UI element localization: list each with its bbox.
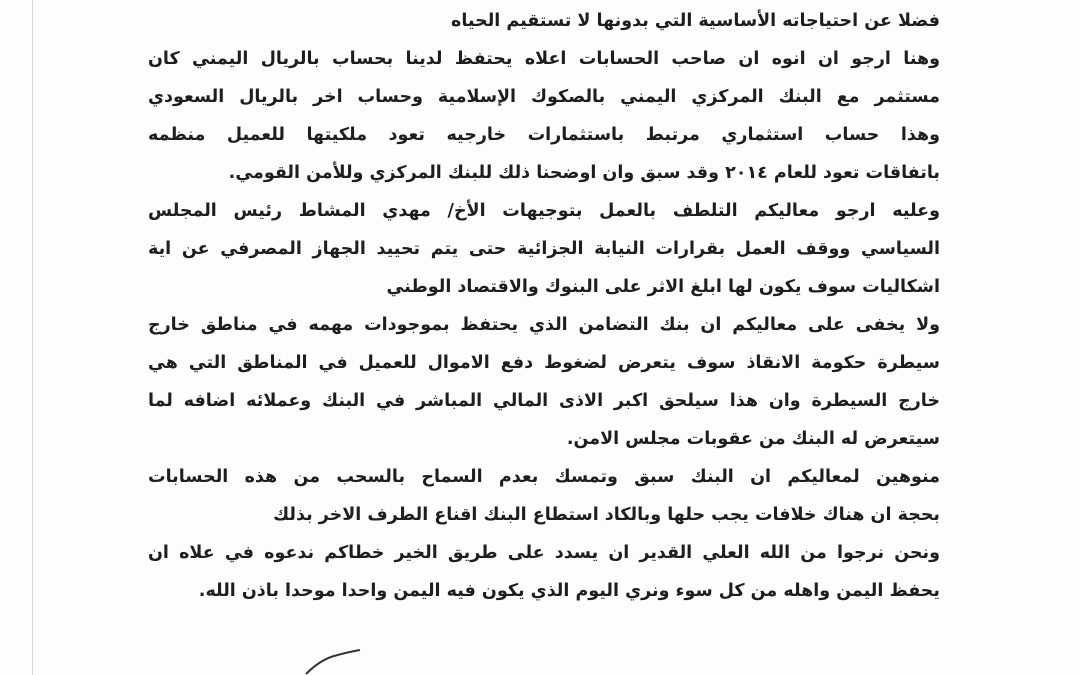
body-line: سيتعرض له البنك من عقوبات مجلس الامن. [566,429,940,449]
body-line: باتفاقات تعود للعام ٢٠١٤ وقد سبق وان اوضحنا ذلك للبنك المركزي وللأمن القومي. [228,163,940,183]
page-edge-line [32,0,33,675]
body-line: وهذا حساب استثماري مرتبط باستثمارات خارجيه تعود ملكيتها للعميل منظمه [148,125,940,145]
body-line: سيطرة حكومة الانقاذ سوف يتعرض لضغوط دفع الاموال للعميل في المناطق التي هي [148,353,940,373]
body-line: فضلا عن احتياجاته الأساسية التي بدونها لا تستقيم الحياه [451,11,940,31]
body-line: منوهين لمعاليكم ان البنك سبق وتمسك بعدم السماح بالسحب من هذه الحسابات [148,467,940,487]
signature-stroke [300,648,380,675]
body-line: السياسي ووقف العمل بقرارات النيابة الجزائية حتى يتم تحييد الجهاز المصرفي عن اية [148,239,940,259]
body-line: بحجة ان هناك خلافات يجب حلها وبالكاد استطاع البنك اقناع الطرف الاخر بذلك [273,505,940,525]
body-line: وهنا ارجو ان انوه ان صاحب الحسابات اعلاه يحتفظ لدينا بحساب بالريال اليمني كان [148,49,940,69]
letter-body [148,2,940,610]
body-line: خارج السيطرة وان هذا سيلحق اكبر الاذى المالي المباشر في البنك وعملائه اضافه لما [148,391,940,411]
body-line: يحفظ اليمن واهله من كل سوء ونري اليوم الذي يكون فيه اليمن واحدا موحدا باذن الله. [198,581,940,601]
body-line: ولا يخفى على معاليكم ان بنك التضامن الذي يحتفظ بموجودات مهمه في مناطق خارج [148,315,940,335]
body-line: اشكاليات سوف يكون لها ابلغ الاثر على البنوك والاقتصاد الوطني [386,277,940,297]
body-line: وعليه ارجو معاليكم التلطف بالعمل بتوجيهات الأخ/ مهدي المشاط رئيس المجلس [148,201,940,221]
body-line: مستثمر مع البنك المركزي اليمني بالصكوك الإسلامية وحساب اخر بالريال السعودي [148,87,940,107]
body-line: ونحن نرجوا من الله العلي القدير ان يسدد على طريق الخير خطاكم ندعوه في علاه ان [148,543,940,563]
